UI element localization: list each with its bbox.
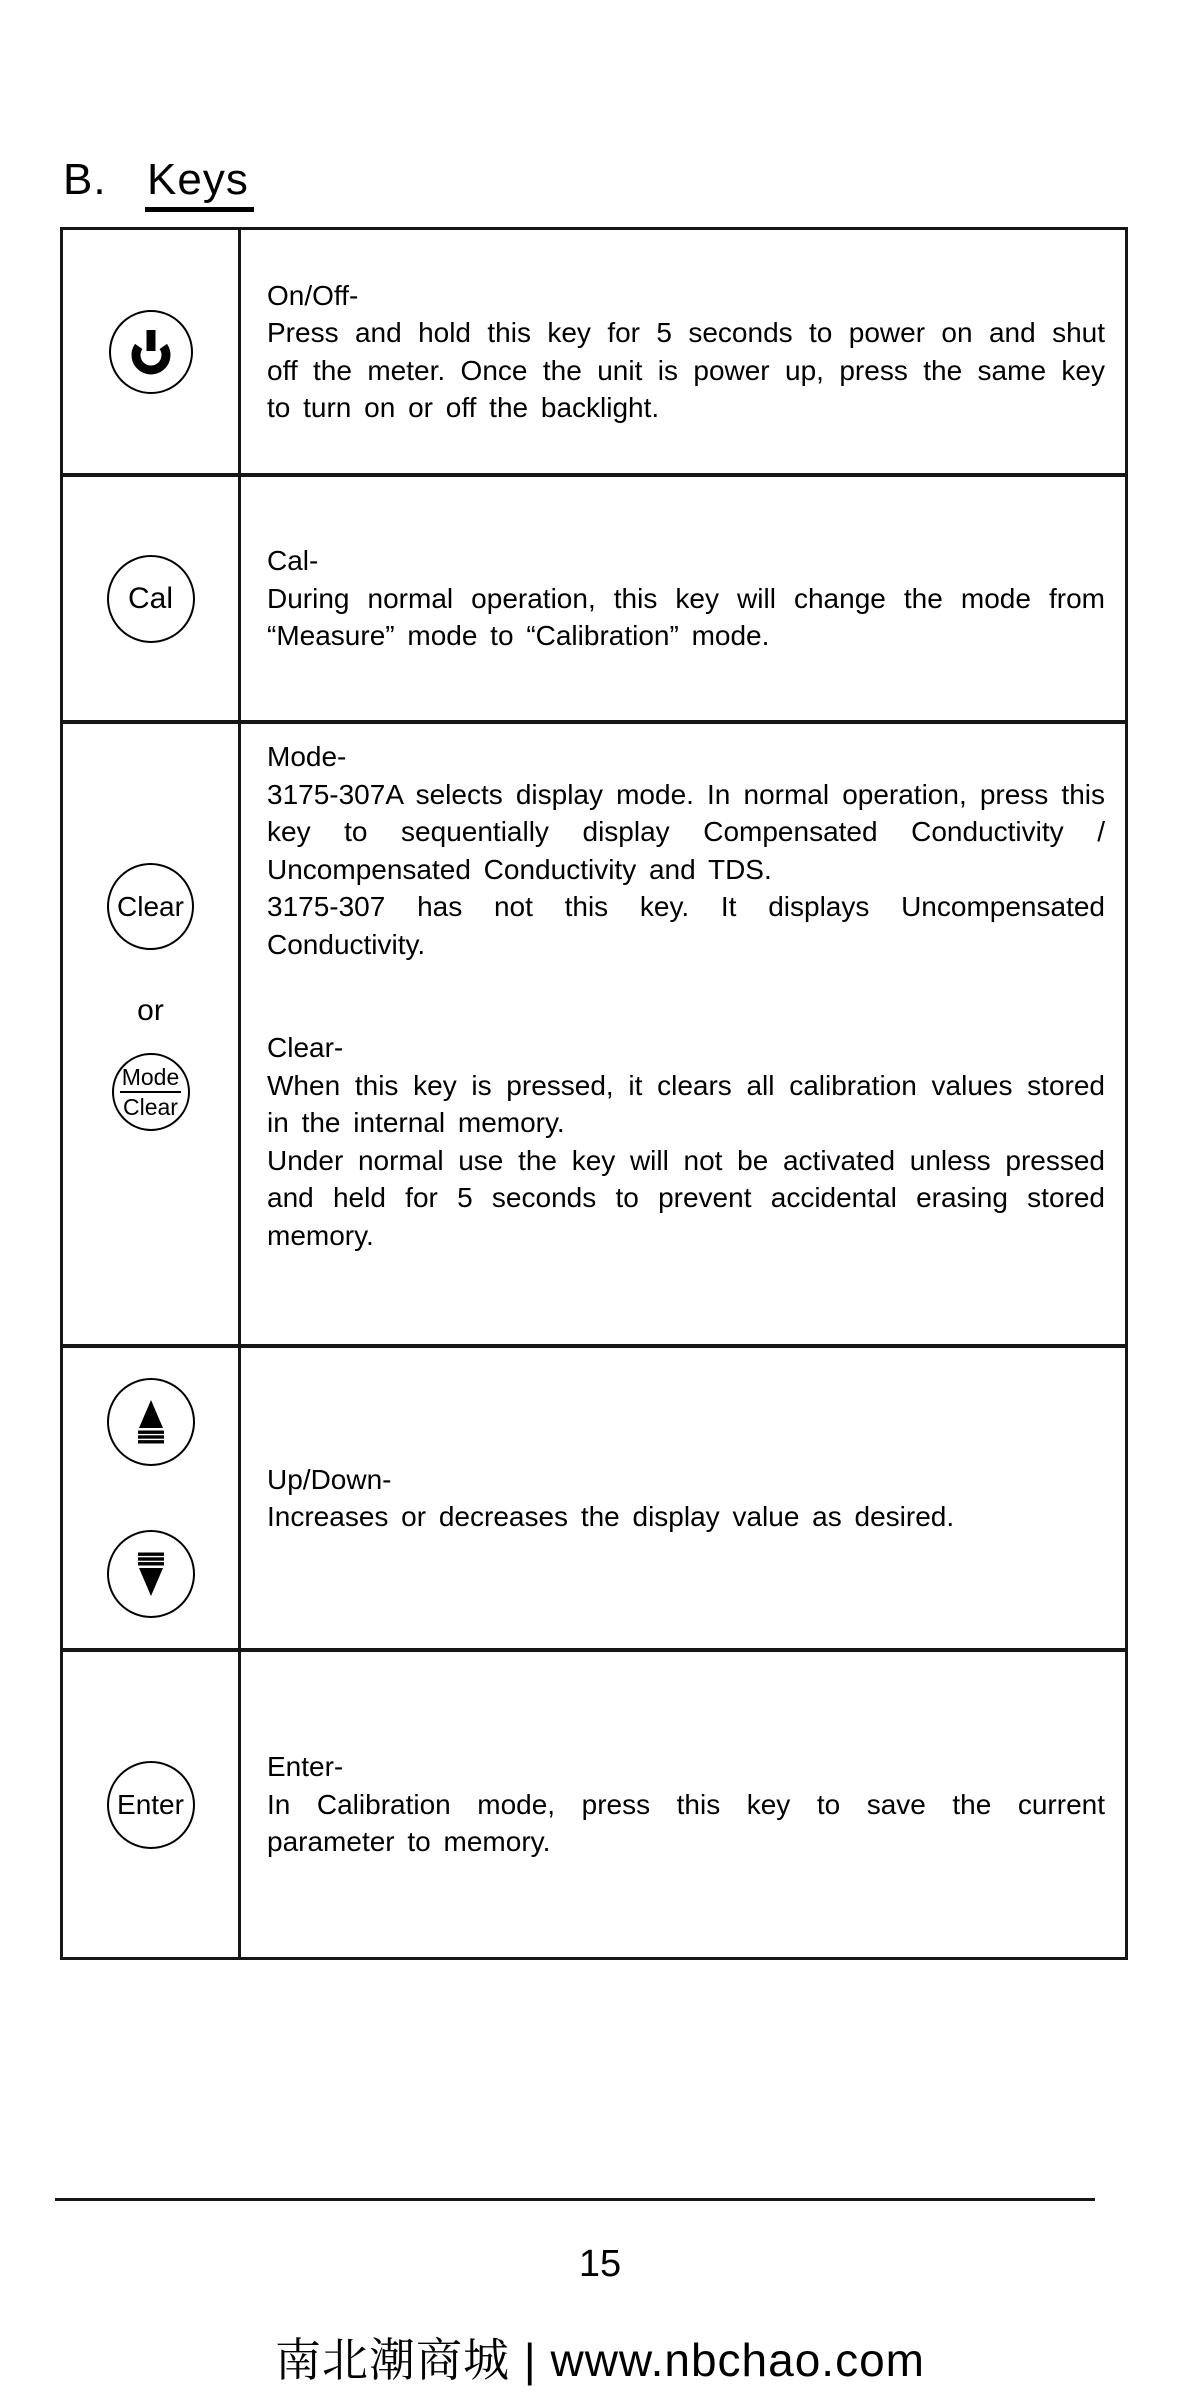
table-row-mode-clear bbox=[63, 724, 1125, 1348]
key-desc-clear-2: Under normal use the key will not be activated unless pressed and held for 5 seconds to prevent accidental erasing stored memory. bbox=[267, 1144, 1105, 1251]
up-key-illustration bbox=[107, 1378, 195, 1466]
key-name-updown: Up/Down- bbox=[267, 1463, 392, 1495]
footer-divider bbox=[55, 2198, 1095, 2201]
down-arrow-icon bbox=[137, 1552, 165, 1596]
key-desc-mode-2: 3175-307 has not this key. It displays Uncompensated Conductivity. bbox=[267, 891, 1105, 960]
key-cell-onoff bbox=[63, 230, 241, 473]
clear-key-illustration bbox=[107, 863, 194, 950]
section-label: B. bbox=[63, 155, 107, 204]
key-cell-mode-clear bbox=[63, 724, 241, 1344]
key-name-clear: Clear- bbox=[267, 1032, 344, 1063]
key-cell-updown bbox=[63, 1348, 241, 1648]
section-title: Keys bbox=[145, 155, 254, 212]
key-desc-mode-1: 3175-307A selects display mode. In normal operation, press this key to sequentially display Compensated Conductivity / Uncompensated Conductivity and TDS. bbox=[267, 778, 1105, 885]
power-icon bbox=[129, 329, 173, 375]
key-desc-cal: During normal operation, this key will change the mode from “Measure” mode to “Calibration” mode. bbox=[267, 582, 1105, 652]
key-cell-enter bbox=[63, 1652, 241, 1957]
down-key-illustration bbox=[107, 1530, 195, 1618]
key-desc-enter: In Calibration mode, press this key to save the current parameter to memory. bbox=[267, 1788, 1105, 1858]
clear-key-label: Clear bbox=[117, 890, 184, 922]
key-desc-clear-1: When this key is pressed, it clears all calibration values stored in the internal memory. bbox=[267, 1069, 1105, 1138]
page-number: 15 bbox=[578, 2243, 622, 2285]
desc-cell-mode-clear bbox=[241, 724, 1125, 1344]
cal-key-label: Cal bbox=[127, 581, 173, 615]
enter-key-label: Enter bbox=[117, 1788, 184, 1820]
key-name-onoff: On/Off- bbox=[267, 279, 359, 311]
clear-label: Clear bbox=[123, 1094, 178, 1120]
site-watermark: 南北潮商城 | www.nbchao.com bbox=[274, 2334, 925, 2386]
key-name-mode: Mode- bbox=[267, 741, 347, 772]
table-row-onoff bbox=[63, 230, 1125, 477]
table-row-enter bbox=[63, 1652, 1125, 1957]
table-row-updown bbox=[63, 1348, 1125, 1652]
key-desc-onoff: Press and hold this key for 5 seconds to power on and shut off the meter. Once the unit is power up, press the same key to turn on or off the backlight. bbox=[267, 317, 1105, 423]
cal-key-illustration bbox=[107, 555, 195, 643]
desc-cell-enter bbox=[241, 1652, 1125, 1957]
up-arrow-icon bbox=[137, 1400, 165, 1444]
mode-clear-key-illustration bbox=[112, 1053, 190, 1131]
key-name-cal: Cal- bbox=[267, 545, 319, 577]
keys-table bbox=[60, 227, 1128, 1960]
desc-cell-cal bbox=[241, 477, 1125, 720]
enter-key-illustration bbox=[107, 1761, 195, 1849]
key-stack bbox=[107, 863, 194, 1131]
table-row-cal bbox=[63, 477, 1125, 724]
mode-clear-key-labels bbox=[120, 1064, 182, 1120]
mode-label: Mode bbox=[120, 1064, 182, 1093]
power-key-illustration bbox=[109, 310, 193, 394]
desc-cell-updown bbox=[241, 1348, 1125, 1648]
desc-cell-onoff bbox=[241, 230, 1125, 473]
key-cell-cal bbox=[63, 477, 241, 720]
section-heading bbox=[63, 155, 254, 205]
or-label: or bbox=[137, 994, 164, 1027]
key-desc-updown: Increases or decreases the display value as desired. bbox=[267, 1501, 955, 1532]
key-name-enter: Enter- bbox=[267, 1751, 344, 1783]
